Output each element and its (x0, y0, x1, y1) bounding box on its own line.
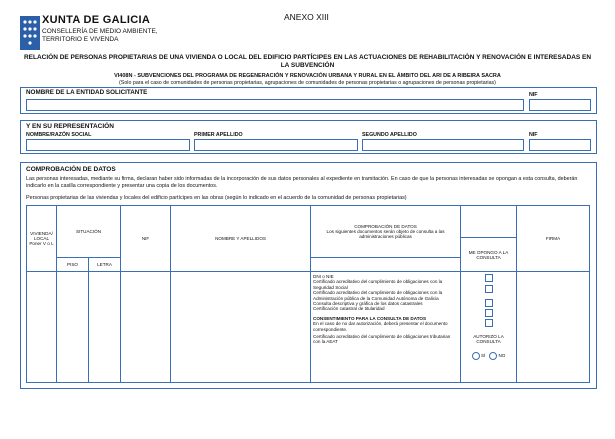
signature-cell[interactable] (517, 272, 590, 383)
applicant-nif-field[interactable] (529, 99, 591, 111)
rep-nif-field[interactable] (529, 139, 591, 151)
doc-item: Certificación catastral de titularidad (313, 306, 385, 312)
entity-label: NOMBRE DE LA ENTIDAD SOLICITANTE (26, 89, 148, 96)
oppose-checkbox-xunta[interactable] (485, 299, 493, 307)
owners-table (26, 205, 590, 383)
documents-cell (311, 272, 461, 383)
door-cell[interactable] (89, 272, 121, 383)
rep-second-surname-field[interactable] (362, 139, 524, 151)
department-line-1: CONSELLERÍA DE MEDIO AMBIENTE, (42, 28, 158, 35)
applicant-section (20, 87, 597, 114)
procedure-code: VI408N - SUBVENCIONES DEL PROGRAMA DE REGENERACIÓN Y RENOVACIÓN URBANA Y RURAL EN EL ÁMBITO DEL ARI DE A RIBEIRA SACRA (114, 73, 501, 79)
col-dwelling-header (27, 206, 57, 272)
col-door-header: LETRA (89, 258, 121, 272)
authorize-no-radio[interactable] (489, 352, 497, 360)
authorize-radio-group (461, 352, 516, 360)
applicant-nif-label: NIF (529, 92, 538, 98)
col-check-sub: Los siguientes documentos serán objeto de consulta a las administraciones públicas (326, 229, 445, 239)
annex-label: ANEXO XIII (284, 12, 329, 22)
doc-item: Certificado acreditativo del cumplimiento de obligaciones con la Seguridad Social (313, 279, 443, 290)
col-dwelling-label: VIVIENDA/ LOCAL (30, 231, 53, 241)
rep-name-label: NOMBRE/RAZÓN SOCIAL (26, 132, 92, 138)
rep-first-surname-field[interactable] (194, 139, 358, 151)
rep-second-surname-label: SEGUNDO APELLIDO (362, 132, 417, 138)
col-check-blank (311, 258, 461, 272)
department-name (42, 28, 158, 44)
name-cell[interactable] (171, 272, 311, 383)
yes-label: SÍ (480, 353, 486, 359)
data-check-section (20, 162, 597, 389)
org-name: XUNTA DE GALICIA (42, 14, 151, 26)
data-check-paragraph: Las personas interesadas, mediante su firma, declaran haber sido informadas de la incorporación de sus datos personales al expediente en tramitación. En caso de que la personas interesadas se opongan a esta consulta, deberán indicarlo en la casilla correspondiente y presentar una copia de los documentos. (26, 176, 578, 189)
nif-cell[interactable] (121, 272, 171, 383)
rep-name-field[interactable] (26, 139, 190, 151)
aeat-doc: Certificado acreditativo del cumplimiento de obligaciones tributarias con la AEAT (313, 334, 451, 345)
entity-name-field[interactable] (26, 99, 524, 111)
representation-section (20, 120, 597, 154)
data-check-title: COMPROBACIÓN DE DATOS (26, 166, 116, 173)
oppose-checkbox-catastro[interactable] (485, 309, 493, 317)
oppose-checkbox-dni[interactable] (485, 274, 493, 282)
consent-title: CONSENTIMIENTO PARA LA CONSULTA DE DATOS (313, 315, 427, 321)
doc-item: DNI o NIE (313, 274, 334, 279)
scope-note: (Solo para el caso de comunidades de personas propietarias, agrupaciones de comunidades de personas propietarias o agrupaciones de personas propietarias) (119, 80, 496, 86)
doc-item: Consulta descriptiva y gráfica de los datos catastrales (313, 301, 423, 307)
authorize-label: AUTORIZO LA CONSULTA (473, 334, 504, 344)
col-check-title: COMPROBACIÓN DE DATOS (354, 224, 417, 229)
rep-nif-label: NIF (529, 132, 538, 138)
department-line-2: TERRITORIO E VIVENDA (42, 36, 119, 43)
rep-first-surname-label: PRIMER APELLIDO (194, 132, 243, 138)
doc-item: Certificado acreditativo del cumplimiento de obligaciones con la Administración pública de la Comunidad Autónoma de Galicia (313, 290, 443, 301)
table-row (27, 272, 590, 383)
consent-text: En el caso de no dar autorización, deberá presentar el documento correspondiente. (313, 321, 448, 332)
owners-line: Personas propietarias de las viviendas y locales del edificio partícipes en las obras (según lo indicado en el acuerdo de la comunidad de personas propietarias) (26, 195, 407, 201)
authorize-yes-radio[interactable] (472, 352, 480, 360)
col-floor-header: PISO (57, 258, 89, 272)
col-blank-header (461, 206, 517, 238)
no-label: NO (498, 353, 506, 359)
oppose-checkbox-ss[interactable] (485, 285, 493, 293)
col-nif-header: NIF (121, 206, 171, 272)
form-title: RELACIÓN DE PERSONAS PROPIETARIAS DE UNA VIVIENDA O LOCAL DEL EDIFICIO PARTÍCIPES EN LAS ACTUACIONES DE REHABILITACIÓN Y RENOVACIÓN E INTERESADAS EN LA SUBVENCIÓN (23, 54, 592, 69)
col-situation-header: SITUACIÓN (57, 206, 121, 258)
col-check-header (311, 206, 461, 258)
oppose-cell (461, 272, 517, 383)
oppose-checkbox-titularidad[interactable] (485, 319, 493, 327)
col-signature-header: FIRMA (517, 206, 590, 272)
col-name-header: NOMBRE Y APELLIDOS (171, 206, 311, 272)
col-dwelling-sub: Poner V o L (29, 241, 54, 246)
floor-cell[interactable] (57, 272, 89, 383)
col-oppose-header: ME OPONGO A LA CONSULTA (461, 238, 517, 272)
xunta-logo (20, 16, 40, 50)
representation-title: Y EN SU REPRESENTACIÓN (26, 123, 114, 130)
dwelling-cell[interactable] (27, 272, 57, 383)
